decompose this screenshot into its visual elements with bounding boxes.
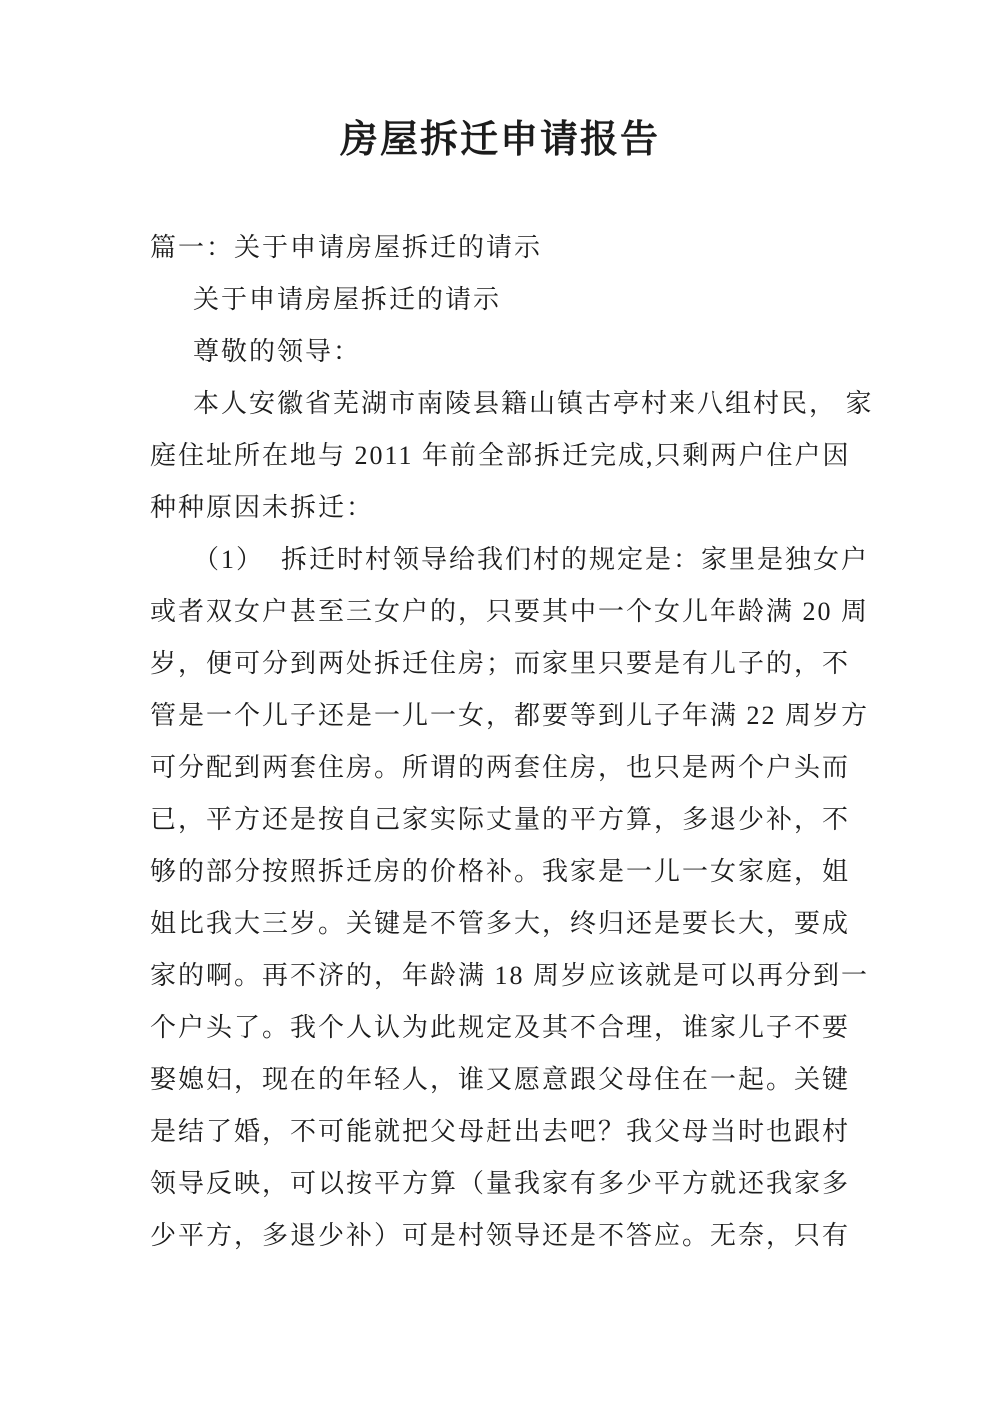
document-title: 房屋拆迁申请报告 xyxy=(339,119,660,161)
document-line: 是结了婚，不可能就把父母赶出去吧？我父母当时也跟村 xyxy=(150,1117,851,1146)
document-line: 种种原因未拆迁： xyxy=(150,493,375,522)
document-line: 篇一：关于申请房屋拆迁的请示 xyxy=(150,233,543,262)
document-line: 庭住址所在地与 2011 年前全部拆迁完成,只剩两户住户因 xyxy=(150,441,851,470)
document-line: 个户头了。我个人认为此规定及其不合理，谁家儿子不要 xyxy=(150,1013,851,1042)
document-line: 可分配到两套住房。所谓的两套住房，也只是两个户头而 xyxy=(150,753,851,782)
document-line: 岁，便可分到两处拆迁住房；而家里只要是有儿子的，不 xyxy=(150,649,851,678)
document-line: 少平方，多退少补）可是村领导还是不答应。无奈，只有 xyxy=(150,1221,851,1250)
document-body xyxy=(150,222,874,1262)
document-line: 管是一个儿子还是一儿一女，都要等到儿子年满 22 周岁方 xyxy=(150,701,870,730)
document-line: （1） 拆迁时村领导给我们村的规定是：家里是独女户 xyxy=(193,545,870,574)
document-column xyxy=(150,112,874,1262)
document-line: 已，平方还是按自己家实际丈量的平方算，多退少补，不 xyxy=(150,805,851,834)
document-line: 家的啊。再不济的，年龄满 18 周岁应该就是可以再分到一 xyxy=(150,961,870,990)
document-line: 或者双女户甚至三女户的，只要其中一个女儿年龄满 20 周 xyxy=(150,597,870,626)
document-line: 本人安徽省芜湖市南陵县籍山镇古亭村来八组村民， 家 xyxy=(193,389,874,418)
document-line: 领导反映，可以按平方算（量我家有多少平方就还我家多 xyxy=(150,1169,851,1198)
document-line: 尊敬的领导： xyxy=(193,337,362,366)
document-line: 娶媳妇，现在的年轻人，谁又愿意跟父母住在一起。关键 xyxy=(150,1065,851,1094)
document-line: 姐比我大三岁。关键是不管多大，终归还是要长大，要成 xyxy=(150,909,851,938)
document-line: 够的部分按照拆迁房的价格补。我家是一儿一女家庭，姐 xyxy=(150,857,851,886)
document-line: 关于申请房屋拆迁的请示 xyxy=(193,285,502,314)
